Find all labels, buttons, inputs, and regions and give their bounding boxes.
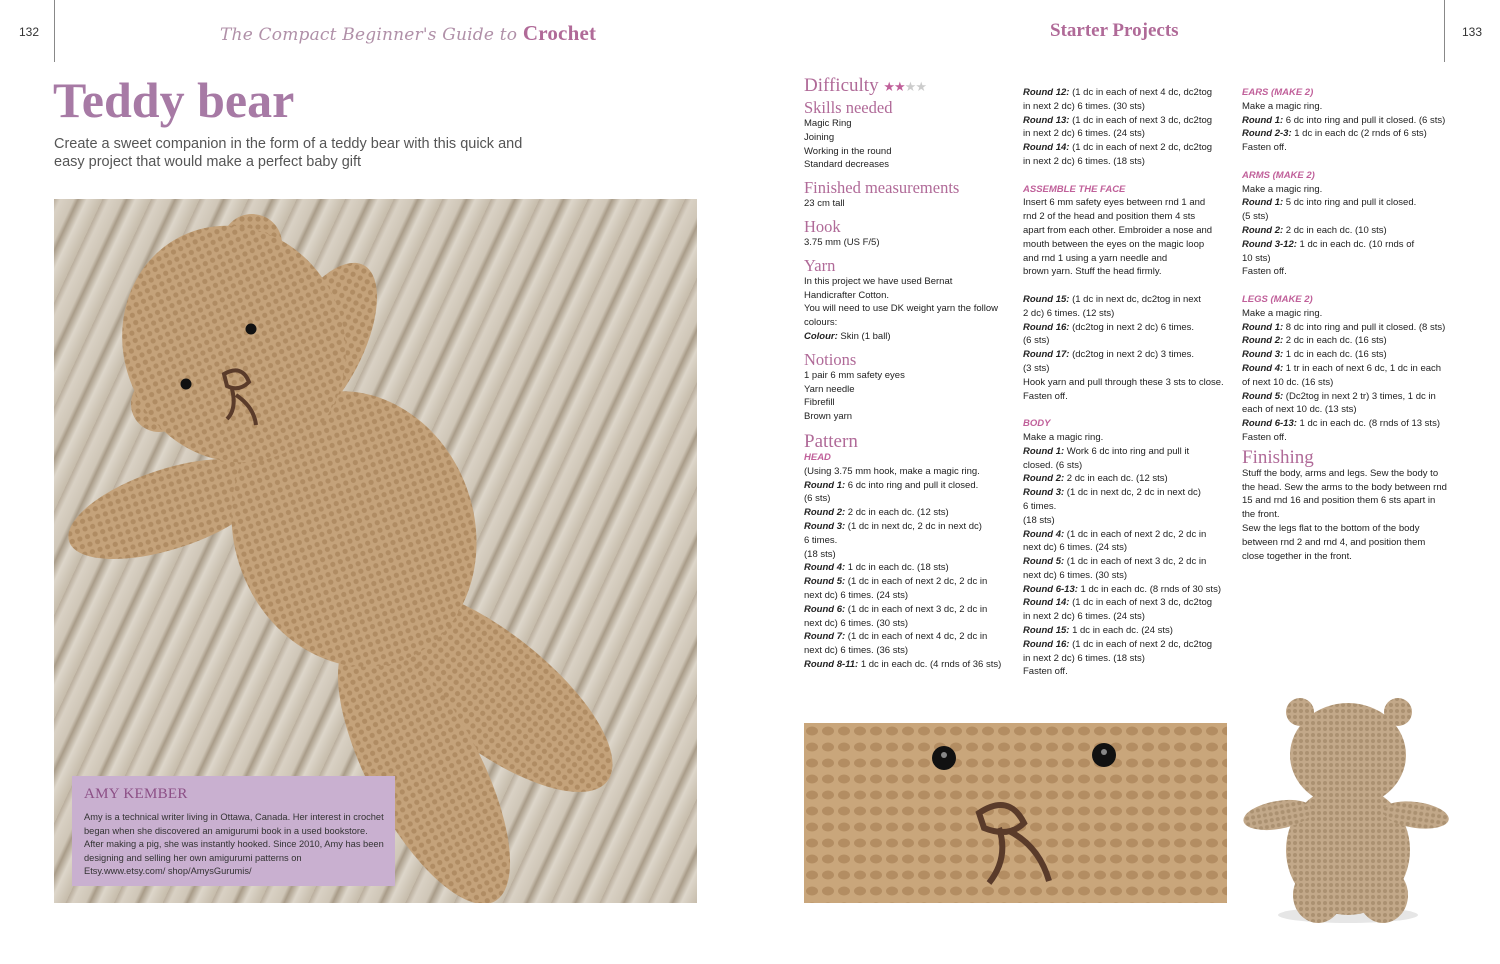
header-rule-left: [54, 0, 55, 62]
instruction-line: [1023, 624, 1235, 638]
instruction-text: Fasten off.: [1242, 431, 1287, 443]
instruction-text: in next 2 dc) 6 times. (24 sts): [1023, 128, 1145, 140]
difficulty-stars: [883, 79, 926, 94]
difficulty-label: Difficulty: [804, 75, 879, 96]
column-3: [1242, 86, 1467, 563]
finishing-line: Sew the legs flat to the bottom of the body: [1242, 522, 1420, 534]
notion-item: Yarn needle: [804, 383, 855, 395]
finishing-line: 15 and rnd 16 and position them 6 sts apart in: [1242, 495, 1436, 507]
hook-value: 3.75 mm (US F/5): [804, 236, 880, 248]
instruction-text: (1 dc in each of next 2 dc, 2 dc in: [845, 576, 988, 588]
instruction-line: [1023, 459, 1235, 473]
bear-face-closeup: [804, 723, 1227, 903]
instruction-text: 1 dc in each dc. (18 sts): [845, 562, 949, 574]
instruction-text: 1 dc in each dc. (8 rnds of 30 sts): [1077, 583, 1221, 595]
round-label: Round 5:: [804, 576, 846, 588]
instruction-text: Fasten off.: [1023, 390, 1068, 402]
round-label: Round 8-11:: [804, 658, 859, 670]
notion-item: Fibrefill: [804, 397, 835, 409]
round-label: Round 6-13:: [1242, 418, 1297, 430]
instruction-line: [1242, 431, 1467, 445]
instruction-line: [804, 520, 1014, 534]
round-label: Round 16:: [1023, 321, 1070, 333]
round-label: Round 1:: [1023, 445, 1065, 457]
instruction-text: next dc) 6 times. (24 sts): [1023, 542, 1128, 554]
instruction-line: [1242, 376, 1467, 390]
instruction-text: Fasten off.: [1242, 266, 1287, 278]
instruction-text: 2 dc in each dc. (16 sts): [1283, 335, 1387, 347]
instruction-text: (3 sts): [1023, 362, 1050, 374]
instruction-text: rnd 2 of the head and position them 4 sts: [1023, 211, 1196, 223]
instruction-line: [1023, 555, 1235, 569]
instruction-subheading: EARS (MAKE 2): [1242, 87, 1314, 98]
difficulty-heading: [804, 76, 1014, 96]
instruction-line: [1023, 321, 1235, 335]
instruction-line: [1023, 569, 1235, 583]
instruction-line: [1023, 390, 1235, 404]
round-label: Round 4:: [1023, 528, 1065, 540]
yarn-heading: Yarn: [804, 255, 836, 275]
instruction-line: [1023, 431, 1235, 445]
instruction-line: [1023, 486, 1235, 500]
author-bio-text: Amy is a technical writer living in Ottawa, Canada. Her interest in crochet began when she discovered an amigurumi book in a used bookstore. After making a pig, she was instantly hooked. Since 2010, Amy has been designing and selling her own amigurumi patterns on Etsy.www.etsy.com/ shop/AmysGurumis/: [84, 812, 384, 877]
instruction-text: (1 dc in next dc, dc2tog in next: [1069, 293, 1201, 305]
round-label: Round 7:: [804, 631, 846, 643]
instruction-line: [1023, 362, 1235, 376]
spacer: [1242, 155, 1467, 169]
instruction-text: 1 dc in each dc. (4 rnds of 36 sts): [858, 658, 1002, 670]
instruction-text: 2 dc) 6 times. (12 sts): [1023, 307, 1115, 319]
instruction-line: [1023, 307, 1235, 321]
pattern-heading: Pattern: [804, 430, 858, 452]
instruction-text: (dc2tog in next 2 dc) 6 times.: [1069, 321, 1195, 333]
instruction-line: [1242, 362, 1467, 376]
instruction-line: [1023, 638, 1235, 652]
round-label: Round 1:: [1242, 114, 1284, 126]
instruction-text: in next 2 dc) 6 times. (18 sts): [1023, 155, 1145, 167]
instruction-text: Make a magic ring.: [1023, 431, 1104, 443]
round-label: Round 2:: [1242, 335, 1284, 347]
notion-item: 1 pair 6 mm safety eyes: [804, 369, 905, 381]
instruction-line: [1242, 114, 1467, 128]
instruction-text: (5 sts): [1242, 211, 1269, 223]
instruction-text: apart from each other. Embroider a nose and: [1023, 224, 1213, 236]
round-label: Round 13:: [1023, 114, 1070, 126]
finishing-line: close together in the front.: [1242, 550, 1352, 562]
instruction-text: 2 dc in each dc. (12 sts): [1064, 473, 1168, 485]
instruction-text: Make a magic ring.: [1242, 183, 1323, 195]
instruction-text: mouth between the eyes on the magic loop: [1023, 238, 1205, 250]
spacer: [1242, 279, 1467, 293]
page-title: Teddy bear: [53, 72, 295, 128]
round-label: Round 15:: [1023, 293, 1070, 305]
notions-heading: Notions: [804, 349, 857, 369]
spacer: [1023, 403, 1235, 417]
instruction-text: Work 6 dc into ring and pull it: [1064, 445, 1190, 457]
skill-item: Working in the round: [804, 145, 892, 157]
measurements-heading: Finished measurements: [804, 178, 960, 198]
instruction-line: [804, 589, 1014, 603]
instruction-text: 2 dc in each dc. (12 sts): [845, 507, 949, 519]
instruction-line: [1023, 541, 1235, 555]
instruction-line: [804, 617, 1014, 631]
instruction-line: [804, 492, 1014, 506]
running-head-strong: Crochet: [522, 21, 597, 45]
round-label: Round 2:: [1023, 473, 1065, 485]
instruction-text: (1 dc in each of next 2 dc, 2 dc in: [1064, 528, 1207, 540]
star-filled-icon: ★: [883, 79, 894, 94]
instruction-line: [1023, 610, 1235, 624]
head-instructions: [804, 465, 1014, 672]
instruction-text: in next 2 dc) 6 times. (30 sts): [1023, 100, 1145, 112]
round-label: Round 6:: [804, 603, 846, 615]
instruction-line: [1023, 196, 1235, 210]
instruction-line: [1023, 293, 1235, 307]
column-2: [1023, 86, 1235, 679]
instruction-text: Insert 6 mm safety eyes between rnd 1 and: [1023, 197, 1206, 209]
instruction-line: [1242, 265, 1467, 279]
round-label: Round 16:: [1023, 638, 1070, 650]
instruction-line: [1023, 238, 1235, 252]
teddy-bear-photo: [54, 199, 697, 903]
section-title: Starter Projects: [1050, 20, 1179, 41]
round-label: Round 6-13:: [1023, 583, 1078, 595]
instruction-line: [1242, 183, 1467, 197]
star-filled-icon: ★: [894, 79, 905, 94]
round-label: Round 4:: [804, 562, 846, 574]
instruction-text: next dc) 6 times. (30 sts): [1023, 569, 1128, 581]
instruction-text: 1 tr in each of next 6 dc, 1 dc in each: [1283, 362, 1442, 374]
round-label: Round 2-3:: [1242, 128, 1292, 140]
instruction-line: [804, 630, 1014, 644]
instruction-subheading: ASSEMBLE THE FACE: [1023, 183, 1126, 195]
instruction-line: [804, 506, 1014, 520]
instruction-line: [804, 644, 1014, 658]
skill-item: Magic Ring: [804, 118, 852, 129]
instruction-text: (1 dc in each of next 2 dc, dc2tog: [1069, 638, 1213, 650]
instruction-text: (1 dc in each of next 3 dc, dc2tog: [1069, 597, 1213, 609]
instruction-text: Fasten off.: [1242, 142, 1287, 154]
instruction-text: in next 2 dc) 6 times. (24 sts): [1023, 611, 1145, 623]
header-rule-right: [1444, 0, 1445, 62]
round-label: Round 3:: [804, 520, 846, 532]
instruction-text: closed. (6 sts): [1023, 459, 1083, 471]
instruction-text: Make a magic ring.: [1242, 307, 1323, 319]
finishing-line: between rnd 2 and rnd 4, and position them: [1242, 536, 1426, 548]
instruction-line: [1023, 334, 1235, 348]
instruction-line: [1023, 665, 1235, 679]
instruction-line: [1242, 238, 1467, 252]
instruction-line: [1023, 583, 1235, 597]
finishing-heading: Finishing: [1242, 446, 1314, 468]
notions-list: [804, 369, 1014, 424]
intro-text: Create a sweet companion in the form of a teddy bear with this quick and easy project that would make a perfect baby gift: [54, 136, 523, 170]
notion-item: Brown yarn: [804, 411, 853, 423]
instruction-line: [804, 575, 1014, 589]
instruction-text: (6 sts): [804, 493, 831, 505]
instruction-line: [1023, 114, 1235, 128]
instruction-text: (1 dc in next dc, 2 dc in next dc): [845, 520, 982, 532]
instruction-line: [1023, 210, 1235, 224]
instruction-line: [1023, 155, 1235, 169]
instruction-line: [804, 534, 1014, 548]
instruction-text: (1 dc in each of next 4 dc, dc2tog: [1069, 87, 1213, 98]
instruction-line: [1242, 252, 1467, 266]
instruction-text: (1 dc in each of next 2 dc, dc2tog: [1069, 142, 1213, 154]
instruction-text: 10 sts): [1242, 252, 1271, 264]
instruction-text: (Dc2tog in next 2 tr) 3 times, 1 dc in: [1283, 390, 1436, 402]
measurements-value: 23 cm tall: [804, 198, 845, 210]
instruction-line: [1242, 334, 1467, 348]
instruction-text: Make a magic ring.: [1242, 100, 1323, 112]
spacer: [1023, 279, 1235, 293]
column-1: [804, 76, 1014, 672]
page-number-left: 132: [19, 25, 40, 39]
instruction-text: (1 dc in each of next 3 dc, 2 dc in: [1064, 556, 1207, 568]
sitting-bear-illustration: [1238, 690, 1468, 930]
instruction-text: Fasten off.: [1023, 666, 1068, 678]
yarn-colour: [804, 330, 1014, 344]
instruction-line: [1023, 445, 1235, 459]
instruction-text: brown yarn. Stuff the head firmly.: [1023, 266, 1162, 278]
instruction-text: next dc) 6 times. (30 sts): [804, 617, 909, 629]
instruction-line: [1023, 100, 1235, 114]
instruction-subheading: ARMS (MAKE 2): [1242, 169, 1315, 181]
author-bio-box: [72, 776, 395, 886]
skills-heading: Skills needed: [804, 98, 893, 117]
instruction-line: [1023, 514, 1235, 528]
instruction-line: [1023, 141, 1235, 155]
instruction-text: (1 dc in each of next 3 dc, dc2tog: [1069, 114, 1213, 126]
round-label: Round 1:: [1242, 321, 1284, 333]
skills-list: [804, 117, 1014, 172]
instruction-line: [804, 479, 1014, 493]
round-label: Round 12:: [1023, 87, 1070, 98]
instruction-subheading: BODY: [1023, 418, 1051, 430]
round-label: Round 5:: [1023, 556, 1065, 568]
yarn-lines: [804, 275, 1014, 330]
instruction-text: (Using 3.75 mm hook, make a magic ring.: [804, 465, 980, 477]
round-label: Round 17:: [1023, 349, 1070, 361]
instruction-line: [804, 603, 1014, 617]
instruction-text: next dc) 6 times. (24 sts): [804, 589, 909, 601]
instruction-text: 6 times.: [804, 534, 838, 546]
instruction-text: Hook yarn and pull through these 3 sts to close.: [1023, 376, 1224, 388]
yarn-line: You will need to use DK weight yarn the follow: [804, 303, 998, 315]
running-head-prefix: The Compact Beginner's Guide to: [220, 25, 518, 45]
instruction-text: (1 dc in each of next 3 dc, 2 dc in: [845, 603, 988, 615]
bear-face-closeup-photo: [804, 723, 1227, 903]
round-label: Round 14:: [1023, 142, 1070, 154]
instruction-text: each of next 10 dc. (13 sts): [1242, 404, 1357, 416]
round-label: Round 5:: [1242, 390, 1284, 402]
skill-item: Standard decreases: [804, 159, 890, 171]
round-label: Round 1:: [1242, 197, 1284, 209]
instruction-line: [804, 548, 1014, 562]
running-head: [220, 21, 596, 46]
round-label: Round 3:: [1242, 349, 1284, 361]
instruction-text: of next 10 dc. (16 sts): [1242, 376, 1334, 388]
instruction-text: 6 times.: [1023, 500, 1057, 512]
hook-heading: Hook: [804, 216, 841, 236]
finishing-line: Stuff the body, arms and legs. Sew the body to: [1242, 467, 1439, 479]
instruction-text: (18 sts): [1023, 514, 1055, 526]
round-label: Round 2:: [1242, 224, 1284, 236]
instruction-line: [1023, 652, 1235, 666]
instruction-text: 1 dc in each dc (2 rnds of 6 sts): [1291, 128, 1427, 140]
instruction-text: 1 dc in each dc. (8 rnds of 13 sts): [1296, 418, 1440, 430]
instruction-line: [1242, 141, 1467, 155]
instruction-text: (6 sts): [1023, 335, 1050, 347]
skill-item: Joining: [804, 131, 835, 143]
instruction-text: 6 dc into ring and pull it closed. (6 sts): [1283, 114, 1446, 126]
instruction-text: (dc2tog in next 2 dc) 3 times.: [1069, 349, 1195, 361]
instruction-text: 1 dc in each dc. (16 sts): [1283, 349, 1387, 361]
finishing-line: the head. Sew the arms to the body between rnd: [1242, 481, 1447, 493]
yarn-line: Handicrafter Cotton.: [804, 289, 890, 301]
instruction-line: [804, 465, 1014, 479]
instruction-line: [1242, 417, 1467, 431]
instruction-line: [1242, 127, 1467, 141]
instruction-line: [1023, 472, 1235, 486]
instruction-line: [1242, 210, 1467, 224]
instruction-line: [804, 561, 1014, 575]
instruction-line: [1242, 100, 1467, 114]
round-label: Round 3:: [1023, 487, 1065, 499]
round-label: Round 4:: [1242, 362, 1284, 374]
head-subheading: HEAD: [804, 451, 831, 463]
instruction-line: [1023, 348, 1235, 362]
round-label: Round 2:: [804, 507, 846, 519]
instruction-line: [1023, 86, 1235, 100]
round-label: Round 15:: [1023, 625, 1070, 637]
instruction-line: [1023, 265, 1235, 279]
instruction-line: [1242, 307, 1467, 321]
yarn-line: colours:: [804, 317, 838, 329]
instruction-text: 1 dc in each dc. (10 rnds of: [1296, 238, 1415, 250]
instruction-text: and rnd 1 using a yarn needle and: [1023, 252, 1168, 264]
instruction-line: [1023, 376, 1235, 390]
instruction-line: [1023, 596, 1235, 610]
spacer: [1023, 169, 1235, 183]
round-label: Round 3-12:: [1242, 238, 1297, 250]
instruction-text: (1 dc in each of next 4 dc, 2 dc in: [845, 631, 988, 643]
instruction-line: [1023, 252, 1235, 266]
instruction-line: [1023, 127, 1235, 141]
instruction-text: 5 dc into ring and pull it closed.: [1283, 197, 1417, 209]
instruction-line: [1242, 224, 1467, 238]
instruction-line: [1242, 390, 1467, 404]
instruction-text: (1 dc in next dc, 2 dc in next dc): [1064, 487, 1201, 499]
star-empty-icon: ★: [904, 79, 916, 94]
author-name: AMY KEMBER: [84, 786, 188, 802]
round-label: Round 14:: [1023, 597, 1070, 609]
instruction-line: [1242, 403, 1467, 417]
yarn-colour-label: Colour:: [804, 330, 838, 342]
limbs-instructions: [1242, 86, 1467, 445]
sitting-bear-photo: [1238, 690, 1468, 930]
instruction-line: [804, 658, 1014, 672]
finishing-text: [1242, 467, 1467, 564]
instruction-text: 2 dc in each dc. (10 sts): [1283, 224, 1387, 236]
instruction-subheading: LEGS (MAKE 2): [1242, 293, 1313, 305]
instruction-line: [1023, 500, 1235, 514]
page-number-right: 133: [1462, 25, 1483, 39]
yarn-line: In this project we have used Bernat: [804, 275, 953, 287]
instruction-line: [1242, 348, 1467, 362]
instruction-line: [1023, 224, 1235, 238]
instruction-line: [1242, 321, 1467, 335]
instruction-text: 6 dc into ring and pull it closed.: [845, 479, 979, 491]
instruction-text: 8 dc into ring and pull it closed. (8 sts): [1283, 321, 1446, 333]
instruction-text: 1 dc in each dc. (24 sts): [1069, 625, 1173, 637]
finishing-line: the front.: [1242, 509, 1280, 521]
instruction-line: [1023, 528, 1235, 542]
instruction-text: (18 sts): [804, 548, 836, 560]
round-label: Round 1:: [804, 479, 846, 491]
instruction-text: in next 2 dc) 6 times. (18 sts): [1023, 652, 1145, 664]
star-empty-icon: ★: [915, 79, 926, 94]
instruction-line: [1242, 196, 1467, 210]
yarn-colour-value: Skin (1 ball): [837, 330, 891, 342]
instruction-text: next dc) 6 times. (36 sts): [804, 645, 909, 657]
